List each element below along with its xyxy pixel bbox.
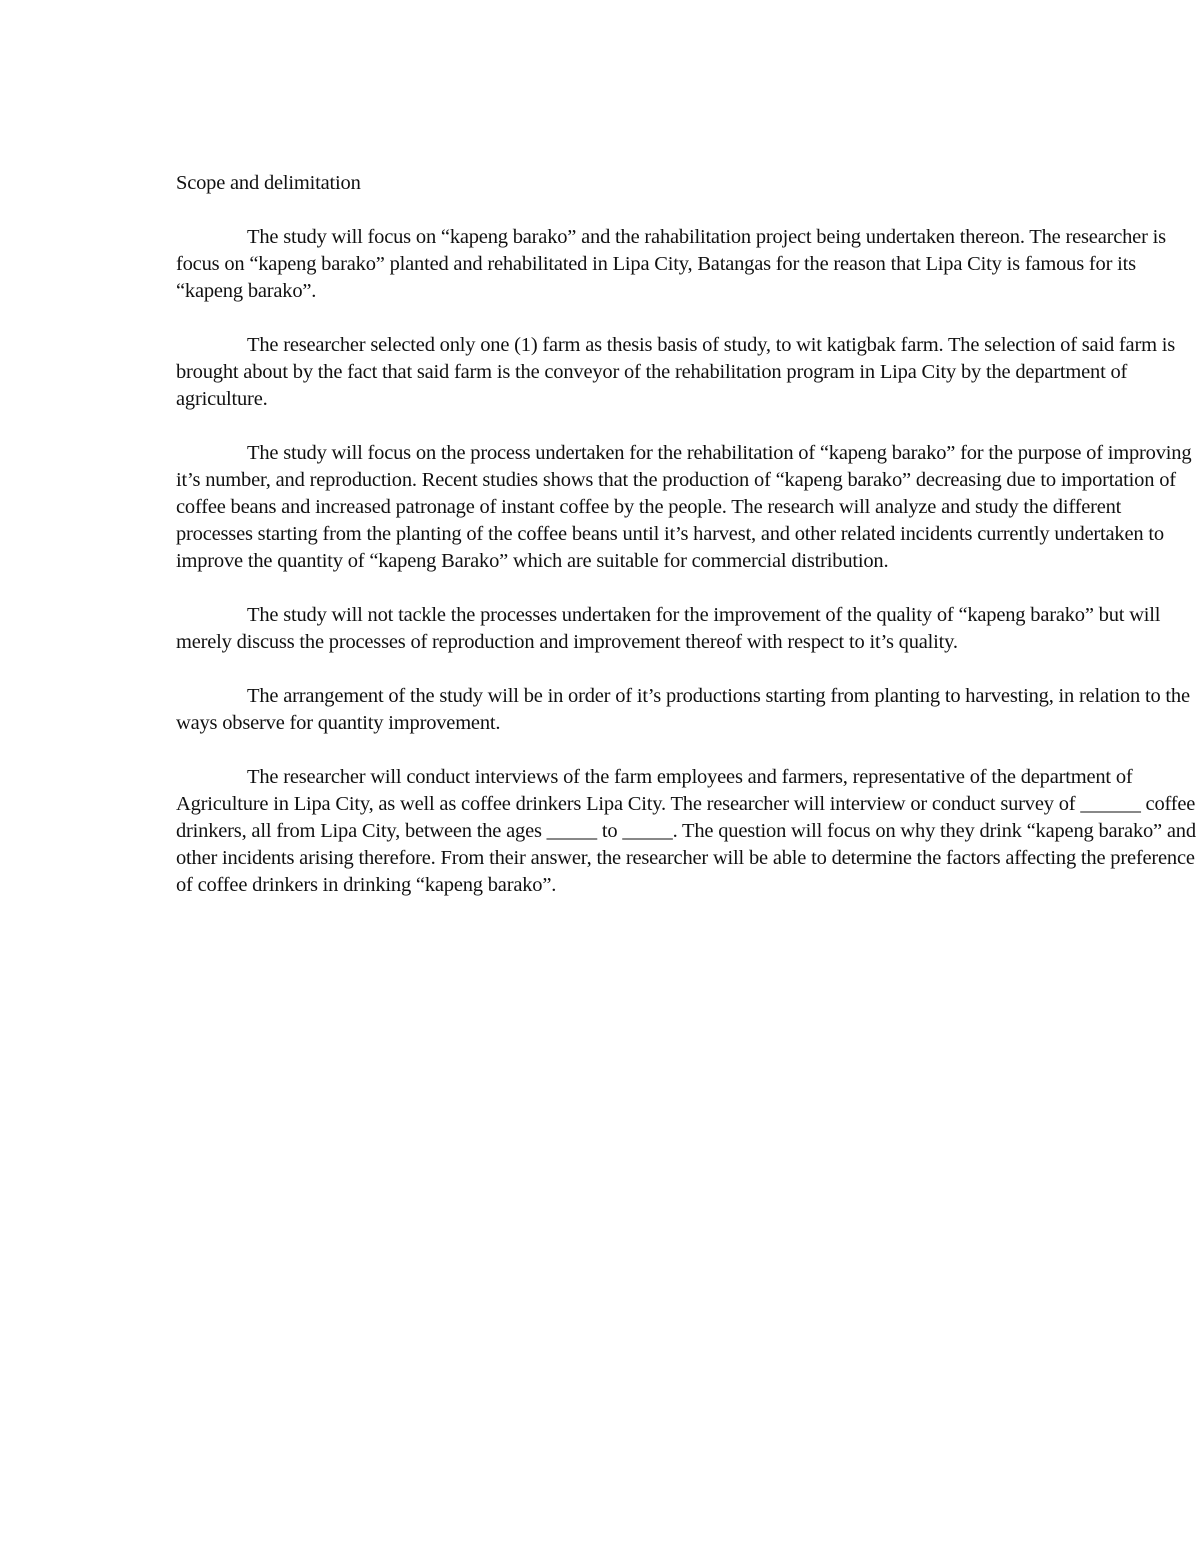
paragraph-process-focus: The study will focus on the process undertaken for the rehabilitation of “kapeng barako” for the purpose of improving it’s number, and reproduction. Recent studies shows that the production of “kapeng barako” decreasing due to importation of coffee beans and increased patronage of instant coffee by the people. The research will analyze and study the different processes starting from the planting of the coffee beans until it’s harvest, and other related incidents currently undertaken to improve the quantity of “kapeng Barako” which are suitable for commercial distribution. [176,442,1192,572]
paragraph-interviews: The researcher will conduct interviews of the farm employees and farmers, representative of the department of Agriculture in Lipa City, as well as coffee drinkers Lipa City. The researcher will interview or conduct survey of ______ coffee drinkers, all from Lipa City, between the ages _____ to _____. The question will focus on why they drink “kapeng barako” and other incidents arising therefore. From their answer, the researcher will be able to determine the factors affecting the preference of coffee drinkers in drinking “kapeng barako”. [176,766,1196,896]
document-page [176,170,1200,926]
paragraph-arrangement: The arrangement of the study will be in order of it’s productions starting from planting to harvesting, in relation to the ways observe for quantity improvement. [176,685,1190,734]
paragraph-study-focus: The study will focus on “kapeng barako” and the rahabilitation project being undertaken thereon. The researcher is focus on “kapeng barako” planted and rehabilitated in Lipa City, Batangas for the reason that Lipa City is famous for its “kapeng barako”. [176,226,1166,302]
section-heading: Scope and delimitation [176,172,361,194]
paragraph-quality-exclusion: The study will not tackle the processes undertaken for the improvement of the quality of “kapeng barako” but will merely discuss the processes of reproduction and improvement thereof with respect to it’s quality. [176,604,1161,653]
paragraph-farm-selection: The researcher selected only one (1) farm as thesis basis of study, to wit katigbak farm. The selection of said farm is brought about by the fact that said farm is the conveyor of the rehabilitation program in Lipa City by the department of agriculture. [176,334,1176,410]
